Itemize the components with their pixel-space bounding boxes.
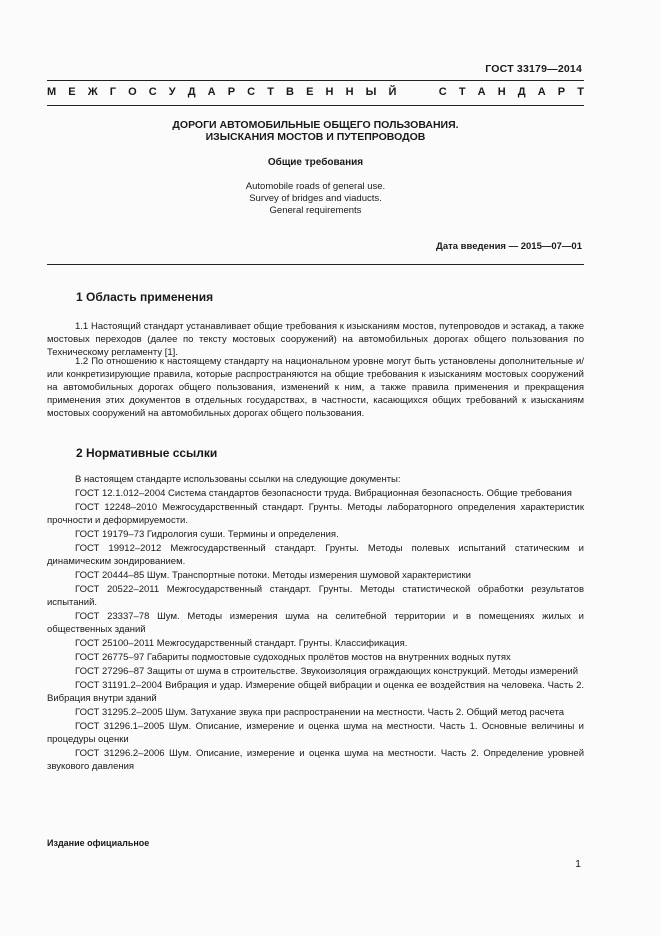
reference-item: ГОСТ 31295.2–2005 Шум. Затухание звука при распространении на местности. Часть 2. Общий метод расчета [75,707,565,718]
title-line: ДОРОГИ АВТОМОБИЛЬНЫЕ ОБЩЕГО ПОЛЬЗОВАНИЯ. [172,119,459,131]
reference-item: ГОСТ 20522–2011 Межгосударственный стандарт. Грунты. Методы статистической обработки результатов испытаний. [47,584,584,608]
banner-letter: Т [577,86,584,98]
banner-letter: С [247,86,256,98]
paragraph-1-1: 1.1 Настоящий стандарт устанавливает общие требования к изысканиям мостов, путепроводов и эстакад, а также мостовых переходов (далее по тексту мостовых сооружений) на автомобильных дорогах общего пользования по Техническому регламенту [1]. [47,321,584,358]
reference-item: ГОСТ 25100–2011 Межгосударственный стандарт. Грунты. Классификация. [75,638,408,649]
introduction-date: Дата введения — 2015—07—01 [436,241,582,252]
reference-item: ГОСТ 31296.1–2005 Шум. Описание, измерение и оценка шума на местности. Часть 1. Основные величины и процедуры оценки [47,721,584,745]
section-heading-scope: 1 Область применения [76,290,214,304]
reference-item: ГОСТ 12248–2010 Межгосударственный стандарт. Грунты. Методы лабораторного определения характеристик прочности и деформируемости. [47,502,584,526]
reference-item: ГОСТ 31296.2–2006 Шум. Описание, измерение и оценка шума на местности. Часть 2. Определение уровней звукового давления [47,748,584,772]
banner-letter: Н [325,86,334,98]
banner-letter: В [286,86,294,98]
reference-item: ГОСТ 19912–2012 Межгосударственный стандарт. Грунты. Методы полевых испытаний статическим и динамическим зондированием. [47,543,584,567]
banner-letter: Т [458,86,466,98]
banner-letter: Е [306,86,314,98]
reference-item: ГОСТ 26775–97 Габариты подмостовые судоходных пролётов мостов на внутренних водных путях [75,652,511,663]
english-title-line: Survey of bridges and viaducts. [249,193,382,204]
english-title-line: General requirements [269,205,362,216]
section-heading-normative-references: 2 Нормативные ссылки [76,446,218,460]
reference-item: ГОСТ 23337–78 Шум. Методы измерения шума на селитебной территории и в помещениях жилых и общественных зданий [47,611,584,635]
reference-item: ГОСТ 31191.2–2004 Вибрация и удар. Измерение общей вибрации и оценка ее воздействия на человека. Часть 2. Вибрация внутри зданий [47,680,584,704]
top-rule [47,80,584,81]
banner-letter: Н [497,86,506,98]
banner-letter: А [207,86,216,98]
page-number: 1 [575,858,581,870]
official-edition-label: Издание официальное [47,838,150,848]
date-rule [47,264,584,265]
banner-letter: Т [267,86,274,98]
banner-letter: Д [517,86,526,98]
reference-item: ГОСТ 27296–87 Защиты от шума в строительстве. Звукоизоляция ограждающих конструкций. Методы измерений [75,666,578,677]
banner-letter: Ы [365,86,377,98]
banner-letter: С [438,86,447,98]
banner-letter: Й [388,86,397,98]
banner-letter: Р [227,86,236,98]
title-line: ИЗЫСКАНИЯ МОСТОВ И ПУТЕПРОВОДОВ [205,131,426,143]
reference-item: ГОСТ 20444–85 Шум. Транспортные потоки. Методы измерения шумовой характеристики [75,570,471,581]
banner-letter: Ж [87,86,98,98]
banner-letter: Г [109,86,116,98]
banner-letter: У [168,86,176,98]
banner-spacer [424,86,427,98]
banner-letter: Р [557,86,566,98]
banner-letter: М [47,86,57,98]
english-title [47,181,584,217]
english-title-line: Automobile roads of general use. [245,181,386,192]
reference-item: ГОСТ 19179–73 Гидрология суши. Термины и определения. [75,529,339,540]
banner-spacer [408,86,411,98]
references-intro: В настоящем стандарте использованы ссылки на следующие документы: [75,474,401,485]
interstate-standard-banner [47,86,584,98]
reference-item: ГОСТ 12.1.012–2004 Система стандартов безопасности труда. Вибрационная безопасность. Общие требования [75,488,572,499]
banner-letter: А [537,86,546,98]
document-subtitle: Общие требования [267,157,364,168]
banner-letter: Д [187,86,196,98]
banner-rule [47,105,584,106]
banner-letter: С [148,86,157,98]
document-title [47,119,584,143]
normative-references-list [47,473,584,774]
banner-letter: Н [345,86,354,98]
document-code: ГОСТ 33179—2014 [485,63,582,75]
paragraph-1-2: 1.2 По отношению к настоящему стандарту на национальном уровне могут быть установлены дополнительные и/или конкретизирующие правила, которые распространяются на общие требования к изысканиям мостовых сооружений на автомобильных дорогах общего пользования, изменений к ним, а также правила применения и прекращения применения этих документов в отдельных государствах, в частности, касающихся общих требований к изысканиям мостовых сооружений на автомобильных дорогах общего пользования. [47,356,584,419]
banner-letter: О [128,86,137,98]
banner-letter: Е [68,86,76,98]
banner-letter: А [477,86,486,98]
